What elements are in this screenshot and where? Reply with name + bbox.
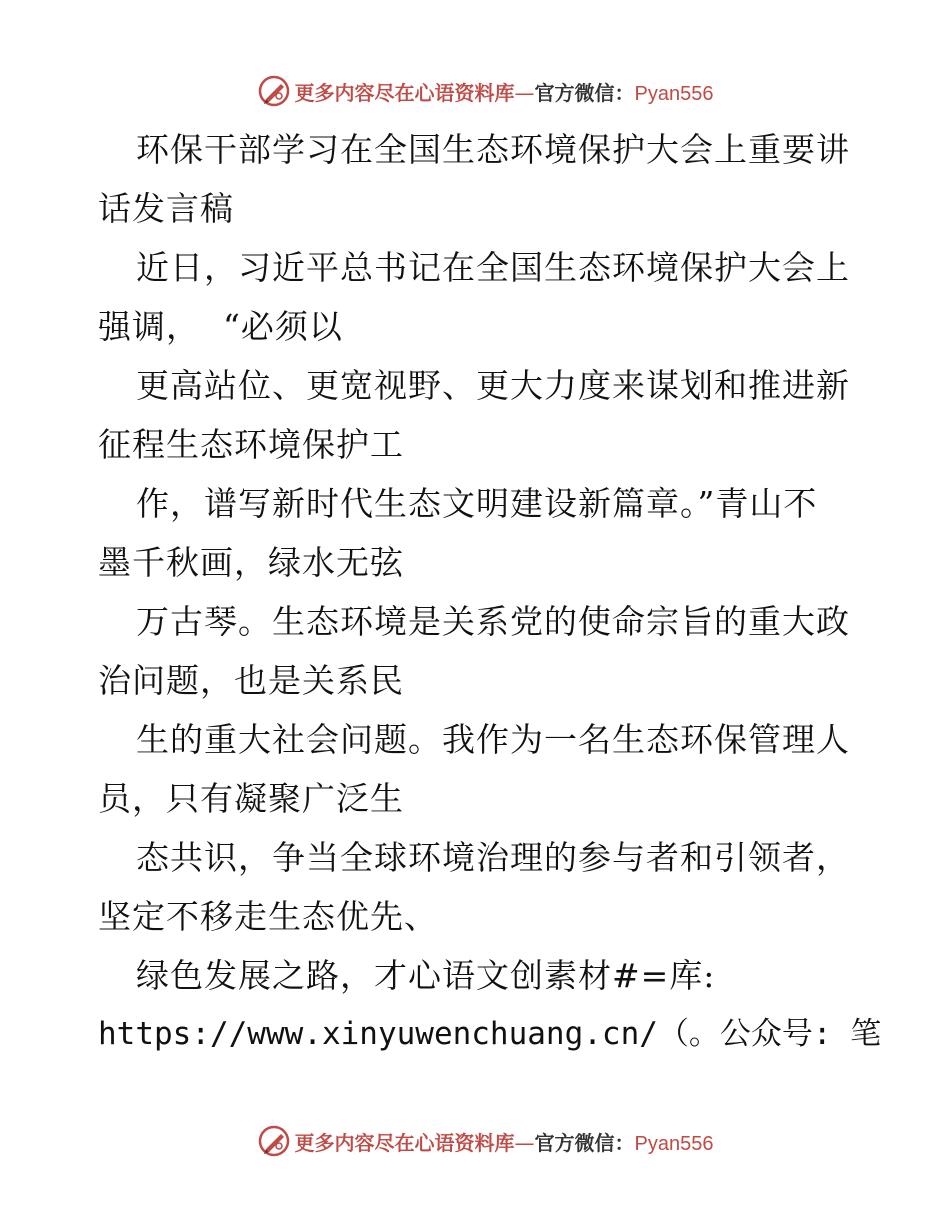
banner-main-text: 更多内容尽在心语资料库 [294,80,515,105]
banner-text [295,77,714,106]
doc-line: 征程生态环境保护工 [98,425,404,464]
doc-line: 万古琴。生态环境是关系党的使命宗旨的重大政 [136,602,850,641]
doc-line: 治问题，也是关系民 [98,661,404,700]
footer-banner [0,1121,950,1161]
doc-line: 墨千秋画，绿水无弦 [98,543,404,582]
doc-line: 员，只有凝聚广泛生 [98,779,404,818]
banner-wechat-id: Pyan556 [634,82,714,105]
banner-wechat-label: 官方微信： [534,80,635,105]
doc-line: 近日，习近平总书记在全国生态环境保护大会上 [136,248,850,287]
doc-line: 环保干部学习在全国生态环境保护大会上重要讲 [136,130,850,169]
doc-line: 生的重大社会问题。我作为一名生态环保管理人 [136,720,850,759]
doc-line: 更高站位、更宽视野、更大力度来谋划和推进新 [136,366,850,405]
banner-text [295,1127,714,1156]
doc-line: 绿色发展之路，才心语文创素材#=库: [136,956,716,995]
banner-wechat-id: Pyan556 [634,1132,714,1155]
banner-dash: — [514,1130,535,1155]
doc-line: 话发言稿 [98,189,234,228]
doc-line: 强调， “必须以 [98,307,343,346]
header-banner [0,71,950,111]
banner-main-text: 更多内容尽在心语资料库 [294,1130,515,1155]
doc-line: 作，谱写新时代生态文明建设新篇章。”青山不 [136,484,818,523]
doc-line: 态共识，争当全球环境治理的参与者和引领者， [136,838,850,877]
doc-line-url: https://www.xinyuwenchuang.cn/（。公众号: 笔 [98,1016,882,1052]
doc-line: 坚定不移走生态优先、 [98,897,438,936]
banner-dash: — [514,80,535,105]
document-body [98,120,882,1064]
banner-wechat-label: 官方微信： [534,1130,635,1155]
pen-logo-icon [257,74,291,108]
pen-logo-icon [257,1124,291,1158]
